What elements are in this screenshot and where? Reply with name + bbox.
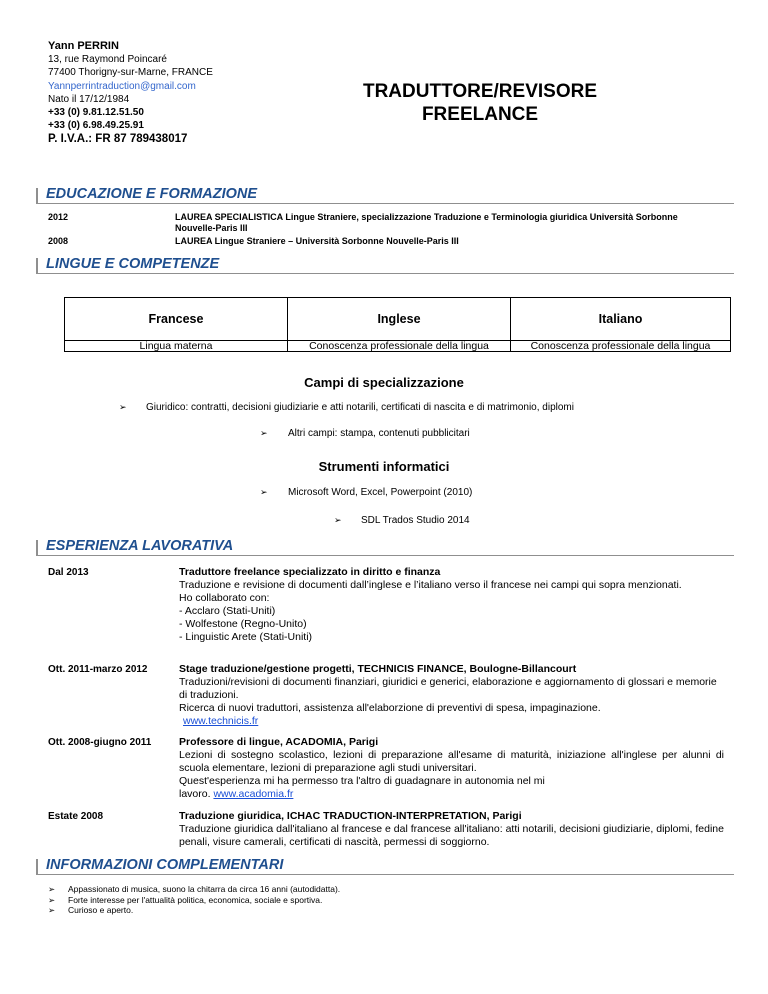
document-title <box>300 80 660 126</box>
arrow-bullet-icon: ➢ <box>48 905 56 915</box>
job-line: Ho collaborato con: <box>179 592 270 604</box>
info-list <box>48 884 340 916</box>
list-item <box>48 884 340 895</box>
job-line: - Wolfestone (Regno-Unito) <box>179 618 307 630</box>
job-line: - Acclaro (Stati-Uniti) <box>179 605 276 617</box>
address-line-2: 77400 Thorigny-sur-Marne, FRANCE <box>48 67 213 79</box>
info-text: Forte interesse per l'attualità politica, economica, sociale e sportiva. <box>68 894 323 905</box>
lang-header: Inglese <box>288 298 511 341</box>
arrow-bullet-icon: ➢ <box>334 515 342 525</box>
arrow-bullet-icon: ➢ <box>119 402 127 412</box>
education-year: 2012 <box>48 212 69 222</box>
job-entry <box>179 810 724 849</box>
job-line: Traduzione giuridica dall'italiano al francese e dal francese all'italiano: atti notarili, decisioni giudiziarie, diplomi, fedine penali, visure camerali, certificati di nascità, permessi di soggiorno. <box>179 823 724 848</box>
job-date: Ott. 2008-giugno 2011 <box>48 737 152 748</box>
section-title: INFORMAZIONI COMPLEMENTARI <box>46 857 284 873</box>
company-link[interactable]: www.technicis.fr <box>183 715 259 727</box>
job-date: Dal 2013 <box>48 567 89 578</box>
job-line: - Linguistic Arete (Stati-Uniti) <box>179 631 313 643</box>
lang-header: Francese <box>65 298 288 341</box>
section-rule <box>36 273 734 274</box>
job-line: Ricerca di nuovi traduttori, assistenza all'elaborzione di preventivi di spesa, impaginazione. <box>179 702 601 714</box>
bullet-item <box>334 515 470 526</box>
birth-date: Nato il 17/12/1984 <box>48 93 130 105</box>
list-item <box>48 905 340 916</box>
arrow-bullet-icon: ➢ <box>48 894 56 905</box>
bullet-item <box>260 487 473 498</box>
specializations-title: Campi di specializzazione <box>304 375 464 390</box>
bullet-text: Altri campi: stampa, contenuti pubblicitari <box>288 428 470 439</box>
job-line: Traduzione e revisione di documenti dall’inglese e l’italiano verso il francese nei campi qui sopra menzionati. <box>179 579 682 591</box>
section-bar <box>36 859 38 875</box>
lang-level: Lingua materna <box>65 341 288 352</box>
lang-level: Conoscenza professionale della lingua <box>288 341 511 352</box>
job-title: Traduzione giuridica, ICHAC TRADUCTION-INTERPRETATION, Parigi <box>179 810 522 822</box>
job-title: Professore di lingue, ACADOMIA, Parigi <box>179 736 379 748</box>
job-title: Stage traduzione/gestione progetti, TECHNICIS FINANCE, Boulogne-Billancourt <box>179 663 577 675</box>
job-entry <box>179 566 724 644</box>
address-line-1: 13, rue Raymond Poincaré <box>48 54 167 66</box>
job-line: Traduzioni/revisioni di documenti finanziari, giuridici e generici, elaborazione e aggiornamento di glossari e memorie di traduzioni. <box>179 676 717 701</box>
section-experience <box>36 538 734 556</box>
list-item <box>48 895 340 906</box>
section-rule <box>36 874 734 875</box>
phone-2: +33 (0) 6.98.49.25.91 <box>48 120 144 132</box>
arrow-bullet-icon: ➢ <box>48 884 56 894</box>
section-title: LINGUE E COMPETENZE <box>46 256 220 272</box>
section-bar <box>36 540 38 556</box>
job-date: Estate 2008 <box>48 811 104 822</box>
arrow-bullet-icon: ➢ <box>260 487 268 497</box>
email-link[interactable]: Yannperrintraduction@gmail.com <box>48 80 196 92</box>
job-entry <box>179 663 724 728</box>
info-text: Appassionato di musica, suono la chitarra da circa 16 anni (autodidatta). <box>68 884 341 894</box>
phone-1: +33 (0) 9.81.12.51.50 <box>48 107 144 119</box>
job-line: Quest'esperienza mi ha permesso tra l'altro di guadagnare in autonomia nel mi <box>179 775 545 787</box>
job-line: Lezioni di sostegno scolastico, lezioni di preparazione all'esame di maturità, iniziazione all'inglese per alunni di scuola elementare, lezioni di preparazione agli studi universitari. <box>179 749 724 774</box>
section-education <box>36 186 734 204</box>
table-row <box>65 341 731 352</box>
info-text: Curioso e aperto. <box>68 905 134 915</box>
bullet-text: Microsoft Word, Excel, Powerpoint (2010) <box>288 487 473 498</box>
section-title: EDUCAZIONE E FORMAZIONE <box>46 186 258 202</box>
vat-number: P. I.V.A.: FR 87 789438017 <box>48 133 188 146</box>
section-title: ESPERIENZA LAVORATIVA <box>46 538 234 554</box>
section-rule <box>36 555 734 556</box>
bullet-item <box>119 402 574 413</box>
company-link[interactable]: www.acadomia.fr <box>213 788 294 800</box>
section-languages <box>36 256 734 274</box>
lang-level: Conoscenza professionale della lingua <box>511 341 731 352</box>
contact-block <box>48 40 213 147</box>
table-header-row <box>65 298 731 341</box>
bullet-item <box>260 428 470 439</box>
tools-title: Strumenti informatici <box>318 459 450 474</box>
section-bar <box>36 258 38 274</box>
bullet-text: Giuridico: contratti, decisioni giudiziarie e atti notarili, certificati di nascita e di matrimonio, diplomi <box>146 402 574 413</box>
lang-header: Italiano <box>511 298 731 341</box>
arrow-bullet-icon: ➢ <box>260 428 268 438</box>
section-rule <box>36 203 734 204</box>
languages-table <box>64 297 731 352</box>
job-line: lavoro. <box>179 788 211 800</box>
job-title: Traduttore freelance specializzato in diritto e finanza <box>179 566 441 578</box>
job-entry <box>179 736 724 801</box>
title-line-1: TRADUTTORE/REVISORE <box>362 81 597 102</box>
job-date: Ott. 2011-marzo 2012 <box>48 664 148 675</box>
section-bar <box>36 188 38 204</box>
bullet-text: SDL Trados Studio 2014 <box>361 515 470 526</box>
education-year: 2008 <box>48 236 69 246</box>
contact-name: Yann PERRIN <box>48 40 119 52</box>
title-line-2: FREELANCE <box>421 104 539 125</box>
education-desc: LAUREA Lingue Straniere – Università Sorbonne Nouvelle-Paris III <box>175 236 459 246</box>
section-info <box>36 857 734 875</box>
education-desc: LAUREA SPECIALISTICA Lingue Straniere, specializzazione Traduzione e Terminologia giuridica Università Sorbonne Nouvelle-Paris III <box>175 212 678 233</box>
